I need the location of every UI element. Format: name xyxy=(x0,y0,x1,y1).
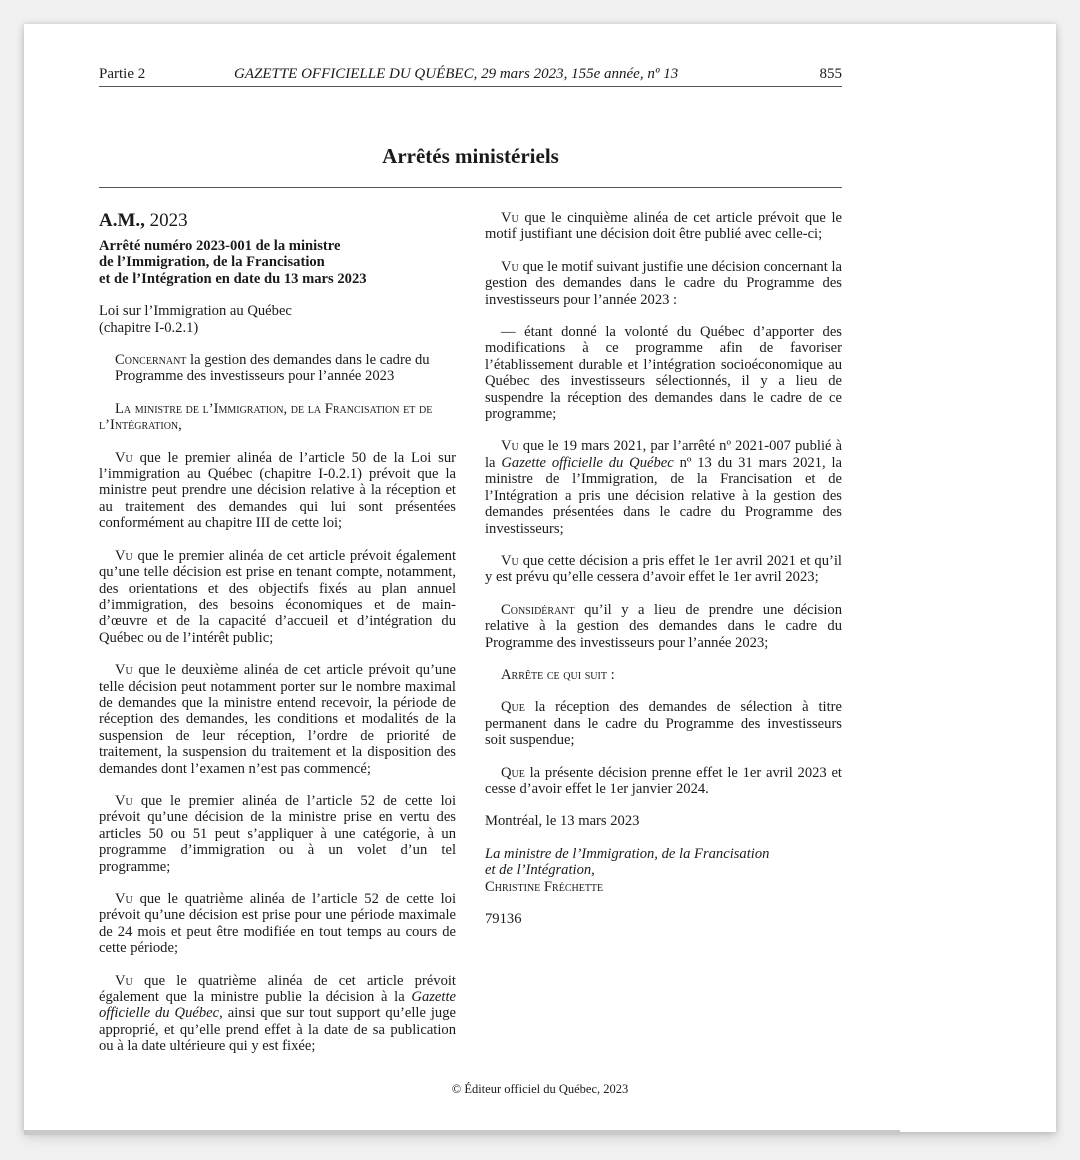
que-paragraph-1: Que la réception des demandes de sélection à titre permanent dans le cadre du Programme des investisseurs soit suspendue; xyxy=(485,699,842,749)
signature-name: Christine Fréchette xyxy=(485,878,604,895)
vu-paragraph-7: Vu que le cinquième alinéa de cet article prévoit que le motif justifiant une décision doit être publié avec celle-ci; xyxy=(485,210,842,243)
motif-paragraph: — étant donné la volonté du Québec d’apporter des modifications à ce programme afin de favoriser l’établissement durable et l’intégration socioéconomique au Québec des investisseurs sélectionnés, il y a lieu de suspendre la réception des demandes dans le cadre de ce programme; xyxy=(485,324,842,423)
que-paragraph-2: Que la présente décision prenne effet le 1er avril 2023 et cesse d’avoir effet le 1er janvier 2024. xyxy=(485,764,842,797)
section-title: Arrêtés ministériels xyxy=(382,144,559,168)
vu-paragraph-9: Vu que le 19 mars 2021, par l’arrêté nº 2021-007 publié à la Gazette officielle du Québec nº 13 du 31 mars 2021, la ministre de l’Immigration, de la Francisation et de l’Intégration a pris une décision relative à la gestion des demandes présentées dans le cadre du Programme des investisseurs; xyxy=(485,438,842,537)
considerant-paragraph: Considérant qu’il y a lieu de prendre une décision relative à la gestion des demandes dans le cadre du Programme des investisseurs pour l’année 2023; xyxy=(485,601,842,651)
page-footer: © Éditeur officiel du Québec, 2023 xyxy=(451,1082,629,1096)
loi-reference: Loi sur l’Immigration au Québec (chapitre I-0.2.1) xyxy=(99,303,292,336)
arrete-title: Arrêté numéro 2023-001 de la ministre de l’Immigration, de la Francisation et de l’Intégration en date du 13 mars 2023 xyxy=(99,238,367,287)
header-gazette-title: GAZETTE OFFICIELLE DU QUÉBEC, 29 mars 2023, 155e année, nº 13 xyxy=(234,66,679,82)
section-divider xyxy=(99,187,842,188)
right-column xyxy=(485,210,842,943)
vu-paragraph-10: Vu que cette décision a pris effet le 1er avril 2021 et qu’il y est prévu qu’elle cessera d’avoir effet le 1er avril 2023; xyxy=(485,552,842,586)
am-heading: A.M., 2023 xyxy=(99,210,188,231)
left-column xyxy=(99,210,456,1071)
vu-paragraph-3: Vu que le deuxième alinéa de cet article prévoit qu’une telle décision peut notamment porter sur le nombre maximal de demandes que la ministre entend recevoir, la période de réception des demandes, les conditions et modalités de la suspension de leur réception, l’ordre de priorité de traitement, la suspension du traitement et la disposition des demandes dont l’examen n’est pas commencé; xyxy=(99,662,456,777)
vu-paragraph-2: Vu que le premier alinéa de cet article prévoit également qu’une telle décision est prise en tenant compte, notamment, des orientations et des objectifs fixés au plan annuel d’immigration, des besoins économiques et de main-d’œuvre et de la capacité d’accueil et d’intégration du Québec ou de l’intérêt public; xyxy=(99,547,456,646)
arrete-line: Arrête ce qui suit : xyxy=(501,666,615,683)
concernant-paragraph: Concernant la gestion des demandes dans le cadre du Programme des investisseurs pour l’année 2023 xyxy=(115,352,430,385)
vu-paragraph-5: Vu que le quatrième alinéa de l’article 52 de cette loi prévoit qu’une décision est prise pour une période maximale de 24 mois et peut être modifiée en tout temps au cours de cette période; xyxy=(99,891,456,957)
vu-paragraph-8: Vu que le motif suivant justifie une décision concernant la gestion des demandes dans le cadre du Programme des investisseurs pour l’année 2023 : xyxy=(485,258,842,308)
gazette-page xyxy=(24,24,1056,1132)
header-part: Partie 2 xyxy=(99,66,146,82)
vu-paragraph-6: Vu que le quatrième alinéa de cet article prévoit également que la ministre publie la décision à la Gazette officielle du Québec, ainsi que sur tout support qu’elle juge approprié, et qu’elle prend effet à la date de sa publication ou à la date ultérieure qui y est fixée; xyxy=(99,972,457,1055)
signature-block xyxy=(485,846,842,895)
reference-number: 79136 xyxy=(485,911,522,927)
vu-paragraph-1: Vu que le premier alinéa de l’article 50 de la Loi sur l’immigration au Québec (chapitre I-0.2.1) prévoit que la ministre peut prendre une décision relative à la réception et au traitement des demandes qui lui sont présentées conformément au chapitre III de cette loi; xyxy=(99,449,456,532)
vu-paragraph-4: Vu que le premier alinéa de l’article 52 de cette loi prévoit qu’une décision de la ministre prise en vertu des articles 50 ou 51 peut s’appliquer à une catégorie, à un programme d’immigration ou à un volet d’un tel programme; xyxy=(99,792,456,875)
place-date: Montréal, le 13 mars 2023 xyxy=(485,813,640,830)
signature-title-2: et de l’Intégration, xyxy=(485,862,595,879)
ministre-line: La ministre de l’Immigration, de la Francisation et de l’Intégration, xyxy=(99,400,433,434)
page-bottom-edge xyxy=(24,1130,900,1135)
header-page-number: 855 xyxy=(819,66,842,82)
page-header xyxy=(99,64,842,87)
signature-title-1: La ministre de l’Immigration, de la Francisation xyxy=(485,845,770,862)
